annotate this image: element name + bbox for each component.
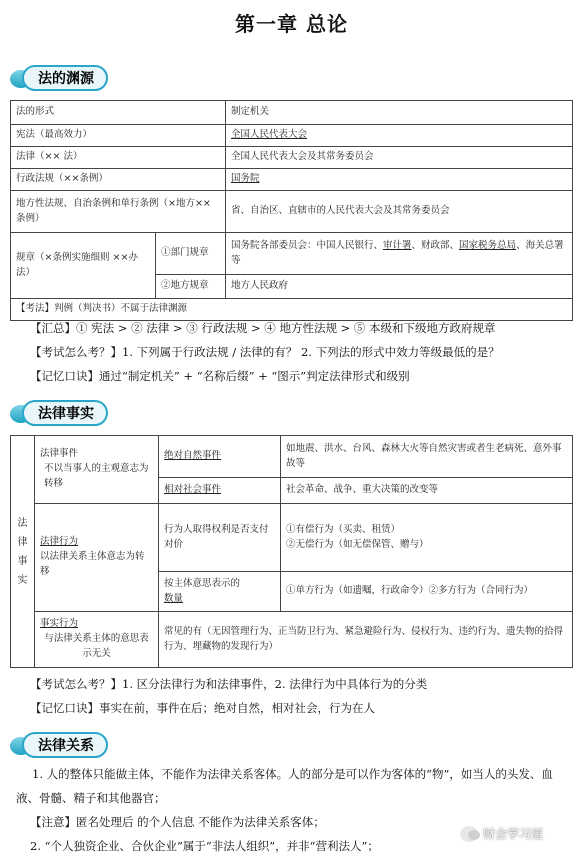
- mnemonic-note: 【记忆口诀】通过“制定机关” + “名称后缀” + “图示”判定法律形式和级别: [30, 369, 410, 383]
- sub-form-cell: ①部门规章: [156, 233, 226, 275]
- footer-cell: 【考法】判例（判决书）不属于法律渊源: [11, 299, 573, 321]
- relative-example: 社会革命、战争、重大决策的改变等: [281, 478, 573, 504]
- section-title: 法律关系: [22, 732, 108, 758]
- fact-example: 常见的有（无因管理行为、正当防卫行为、紧急避险行为、侵权行为、违约行为、遗失物的拾得行为、埋藏物的发现行为）: [159, 612, 573, 668]
- paragraph-3: 2. “个人独资企业、合伙企业”属于“非法人组织”，并非“营利法人”；: [30, 839, 379, 853]
- body-cell: 国务院各部委员会：中国人民银行、审计署、财政部、国家税务总局、海关总署等: [226, 233, 573, 275]
- paragraph-1: 1. 人的整体只能做主体，不能作为法律关系客体。人的部分是可以作为客体的“物”，如当人的头发、血液、骨髓、精子和其他器官；: [16, 767, 553, 805]
- body-cell: 国务院: [226, 169, 573, 191]
- exam-note-2: 【考试怎么考？】1. 区分法律行为和法律事件，2. 法律行为中具体行为的分类: [30, 677, 428, 691]
- exam-note: 【考试怎么考？】1. 下列属于行政法规 / 法律的有？ 2. 下列法的形式中效力等级最低的是？: [30, 345, 500, 359]
- event-cell: 法律事件 不以当事人的主观意志为转移: [35, 436, 159, 504]
- relative-event: 相对社会事件: [159, 478, 281, 504]
- section-header-facts: [10, 402, 108, 424]
- count-criterion: 按主体意思表示的 数量: [159, 572, 281, 612]
- act-cell: 法律行为 以法律关系主体意志为转移: [35, 504, 159, 612]
- sub-form-cell: ②地方规章: [156, 275, 226, 299]
- side-label: 法 律 事 实: [11, 436, 35, 668]
- body-cell: 全国人民代表大会及其常务委员会: [226, 147, 573, 169]
- header-cell: 法的形式: [11, 101, 226, 125]
- law-sources-table: [10, 100, 573, 321]
- form-cell: 宪法（最高效力）: [11, 125, 226, 147]
- form-cell: 地方性法规、自治条例和单行条例（×地方××条例）: [11, 191, 226, 233]
- section-title: 法律事实: [22, 400, 108, 426]
- absolute-event: 绝对自然事件: [159, 436, 281, 478]
- form-cell: 法律（×× 法）: [11, 147, 226, 169]
- count-example: ①单方行为（如遗嘱，行政命令）②多方行为（合同行为）: [281, 572, 573, 612]
- summary-note: 【汇总】① 宪法 > ② 法律 > ③ 行政法规 > ④ 地方性法规 > ⑤ 本级和下级地方政府规章: [30, 321, 496, 335]
- price-example: ①有偿行为（买卖、租赁） ②无偿行为（如无偿保管、赠与）: [281, 504, 573, 572]
- absolute-example: 如地震、洪水、台风、森林大火等自然灾害或者生老病死、意外事故等: [281, 436, 573, 478]
- body-cell: 省、自治区、直辖市的人民代表大会及其常务委员会: [226, 191, 573, 233]
- price-criterion: 行为人取得权利是否支付对价: [159, 504, 281, 572]
- section-header-relations: [10, 734, 108, 756]
- chapter-title: 第一章 总论: [235, 12, 348, 36]
- body-cell: 地方人民政府: [226, 275, 573, 299]
- header-cell: 制定机关: [226, 101, 573, 125]
- mnemonic-note-2: 【记忆口诀】事实在前，事件在后；绝对自然，相对社会，行为在人: [30, 701, 375, 715]
- form-cell: 行政法规（××条例）: [11, 169, 226, 191]
- form-cell: 规章（×条例实施细则 ××办法）: [11, 233, 156, 299]
- section-title: 法的渊源: [22, 65, 108, 91]
- body-cell: 全国人民代表大会: [226, 125, 573, 147]
- fact-act-cell: 事实行为 与法律关系主体的意思表示无关: [35, 612, 159, 668]
- legal-facts-table: [10, 435, 573, 668]
- watermark: 财会学习屋: [460, 825, 543, 842]
- section-header-sources: [10, 67, 108, 89]
- paragraph-2: 【注意】匿名处理后 的个人信息 不能作为法律关系客体；: [30, 815, 325, 829]
- wechat-icon: [460, 826, 478, 842]
